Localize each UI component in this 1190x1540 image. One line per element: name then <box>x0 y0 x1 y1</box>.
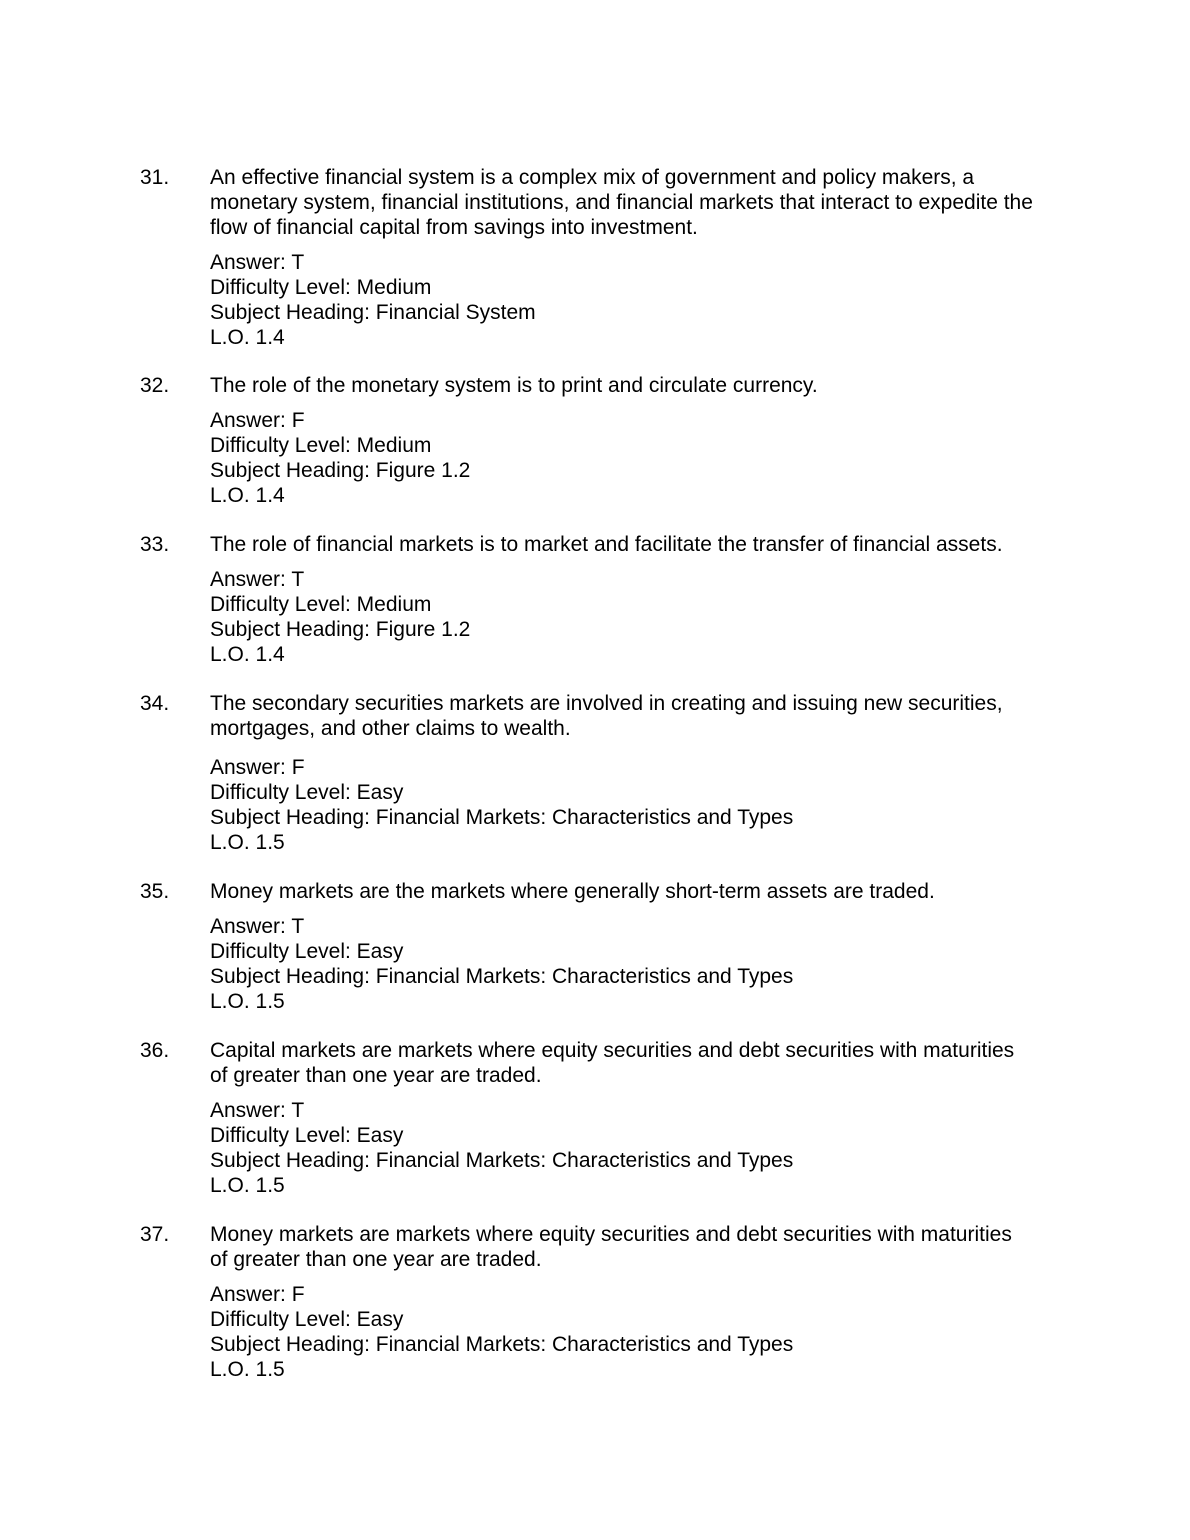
subject-heading-line: Subject Heading: Financial System <box>210 301 536 324</box>
answer-block <box>210 408 1060 508</box>
question-item <box>140 373 1060 508</box>
question-text: Capital markets are markets where equity securities and debt securities with maturities of greater than one year are traded. <box>210 1039 1015 1087</box>
learning-objective-line: L.O. 1.4 <box>210 643 285 666</box>
answer-line: Answer: T <box>210 251 305 274</box>
question-body <box>210 165 1060 350</box>
learning-objective-line: L.O. 1.4 <box>210 326 285 349</box>
question-item <box>140 691 1060 855</box>
question-number: 31. <box>140 166 170 189</box>
question-text: An effective financial system is a complex mix of government and policy makers, a monetary system, financial institutions, and financial markets that interact to expedite the flow of financial capital from savings into investment. <box>210 166 1033 239</box>
answer-line: Answer: T <box>210 915 305 938</box>
answer-line: Answer: F <box>210 756 305 779</box>
question-item <box>140 165 1060 350</box>
learning-objective-line: L.O. 1.5 <box>210 831 285 854</box>
difficulty-line: Difficulty Level: Easy <box>210 781 404 804</box>
question-number: 35. <box>140 880 170 903</box>
subject-heading-line: Subject Heading: Financial Markets: Characteristics and Types <box>210 1333 794 1356</box>
learning-objective-line: L.O. 1.5 <box>210 1358 285 1381</box>
subject-heading-line: Subject Heading: Financial Markets: Characteristics and Types <box>210 965 794 988</box>
question-number: 33. <box>140 533 170 556</box>
difficulty-line: Difficulty Level: Easy <box>210 940 404 963</box>
question-number: 36. <box>140 1039 170 1062</box>
learning-objective-line: L.O. 1.5 <box>210 1174 285 1197</box>
subject-heading-line: Subject Heading: Financial Markets: Characteristics and Types <box>210 806 794 829</box>
question-item <box>140 532 1060 667</box>
question-text: The secondary securities markets are involved in creating and issuing new securities, mortgages, and other claims to wealth. <box>210 692 1003 740</box>
answer-line: Answer: F <box>210 1283 305 1306</box>
answer-block <box>210 1282 1060 1382</box>
subject-heading-line: Subject Heading: Figure 1.2 <box>210 618 471 641</box>
answer-line: Answer: F <box>210 409 305 432</box>
answer-block <box>210 567 1060 667</box>
answer-line: Answer: T <box>210 568 305 591</box>
difficulty-line: Difficulty Level: Easy <box>210 1124 404 1147</box>
answer-block <box>210 755 1060 855</box>
question-text: The role of financial markets is to market and facilitate the transfer of financial assets. <box>210 533 1003 556</box>
question-number: 32. <box>140 374 170 397</box>
difficulty-line: Difficulty Level: Medium <box>210 593 432 616</box>
question-text: The role of the monetary system is to print and circulate currency. <box>210 374 818 397</box>
question-body <box>210 373 1060 508</box>
question-body <box>210 1038 1060 1198</box>
question-body <box>210 532 1060 667</box>
answer-block <box>210 914 1060 1014</box>
answer-block <box>210 1098 1060 1198</box>
question-item <box>140 1222 1060 1382</box>
question-text: Money markets are the markets where generally short-term assets are traded. <box>210 880 935 903</box>
subject-heading-line: Subject Heading: Financial Markets: Characteristics and Types <box>210 1149 794 1172</box>
question-number: 37. <box>140 1223 170 1246</box>
answer-line: Answer: T <box>210 1099 305 1122</box>
difficulty-line: Difficulty Level: Medium <box>210 434 432 457</box>
question-body <box>210 879 1060 1014</box>
difficulty-line: Difficulty Level: Medium <box>210 276 432 299</box>
difficulty-line: Difficulty Level: Easy <box>210 1308 404 1331</box>
learning-objective-line: L.O. 1.4 <box>210 484 285 507</box>
question-item <box>140 879 1060 1014</box>
question-text: Money markets are markets where equity securities and debt securities with maturities of greater than one year are traded. <box>210 1223 1012 1271</box>
subject-heading-line: Subject Heading: Figure 1.2 <box>210 459 471 482</box>
answer-block <box>210 250 1060 350</box>
question-body <box>210 691 1060 855</box>
question-item <box>140 1038 1060 1198</box>
question-number: 34. <box>140 692 170 715</box>
learning-objective-line: L.O. 1.5 <box>210 990 285 1013</box>
question-body <box>210 1222 1060 1382</box>
